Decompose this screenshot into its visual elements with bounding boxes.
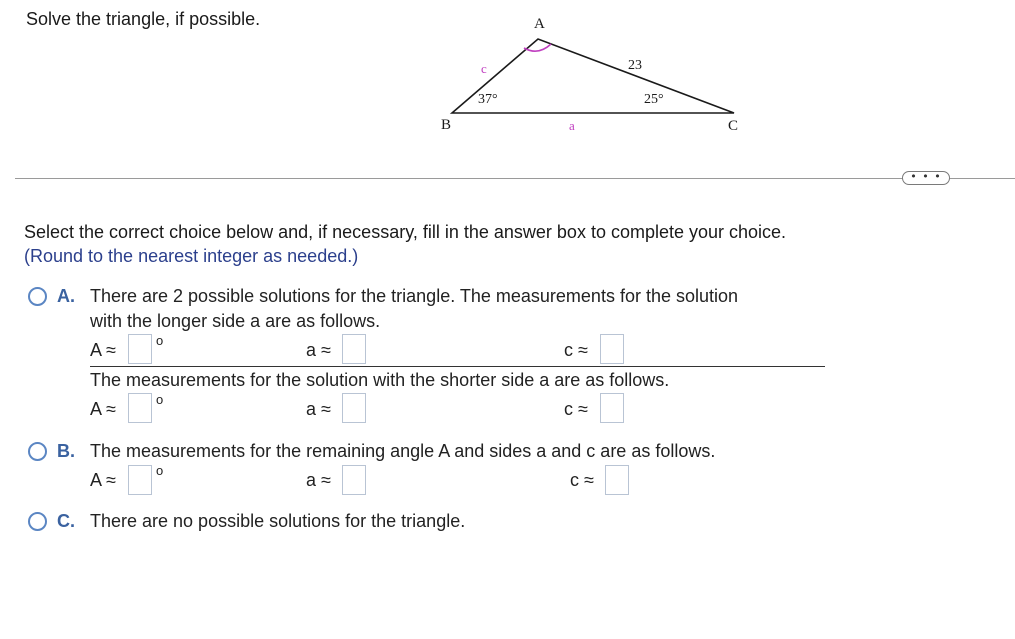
choice-b-letter[interactable]: B. — [57, 441, 75, 461]
choice-a-sol1-side-a-label: a ≈ — [306, 340, 331, 360]
angle-c-label: 25° — [644, 92, 664, 107]
degree-symbol: o — [156, 392, 164, 407]
choice-a-text-line3: The measurements for the solution with the shorter side a are as follows. — [90, 370, 670, 390]
degree-symbol: o — [156, 333, 164, 348]
choice-b-radio[interactable] — [28, 442, 47, 461]
angle-b-label: 37° — [478, 92, 498, 107]
choice-a-text-line1: There are 2 possible solutions for the triangle. The measurements for the solution — [90, 286, 739, 306]
choice-a-sol2-side-c-label: c ≈ — [564, 399, 588, 419]
choice-a-sol2-angle-a-input[interactable] — [128, 393, 152, 423]
choice-b-angle-a-label: A ≈ — [90, 470, 116, 490]
more-options-button[interactable]: • • • — [902, 171, 950, 185]
choice-a-sol1-angle-a-input[interactable] — [128, 334, 152, 364]
problem-prompt: Solve the triangle, if possible. — [26, 9, 261, 29]
degree-symbol: o — [156, 463, 164, 478]
choice-b-angle-a-input[interactable] — [128, 465, 152, 495]
side-b-length: 23 — [628, 58, 642, 73]
choice-c-letter[interactable]: C. — [57, 511, 75, 531]
choice-b-side-c-input[interactable] — [605, 465, 629, 495]
side-c-label: c — [481, 61, 487, 76]
choice-a-text-line2: with the longer side a are as follows. — [90, 311, 381, 331]
choice-b-side-a-label: a ≈ — [306, 470, 331, 490]
choice-a-separator — [90, 366, 825, 367]
side-a-label: a — [569, 118, 575, 133]
choice-a-letter[interactable]: A. — [57, 286, 75, 306]
choice-c-radio[interactable] — [28, 512, 47, 531]
choice-a-sol1-side-c-input[interactable] — [600, 334, 624, 364]
choice-a-sol2-side-c-input[interactable] — [600, 393, 624, 423]
vertex-c-label: C — [728, 118, 739, 134]
choice-b-text: The measurements for the remaining angle A and sides a and c are as follows. — [90, 441, 716, 461]
rounding-hint: (Round to the nearest integer as needed.) — [24, 246, 359, 266]
triangle-figure — [430, 10, 760, 140]
vertex-b-label: B — [441, 117, 452, 133]
choice-a-sol2-side-a-input[interactable] — [342, 393, 366, 423]
choice-a-radio[interactable] — [28, 287, 47, 306]
choice-a-sol1-side-a-input[interactable] — [342, 334, 366, 364]
instructions-text: Select the correct choice below and, if necessary, fill in the answer box to complete your choice. — [24, 222, 787, 242]
choice-a-sol2-angle-a-label: A ≈ — [90, 399, 116, 419]
choice-a-sol1-angle-a-label: A ≈ — [90, 340, 116, 360]
section-divider — [15, 178, 1015, 179]
choice-a-sol2-side-a-label: a ≈ — [306, 399, 331, 419]
choice-b-side-c-label: c ≈ — [570, 470, 594, 490]
choice-a-sol1-side-c-label: c ≈ — [564, 340, 588, 360]
choice-c-text: There are no possible solutions for the triangle. — [90, 511, 466, 531]
vertex-a-label: A — [534, 16, 545, 32]
choice-b-side-a-input[interactable] — [342, 465, 366, 495]
